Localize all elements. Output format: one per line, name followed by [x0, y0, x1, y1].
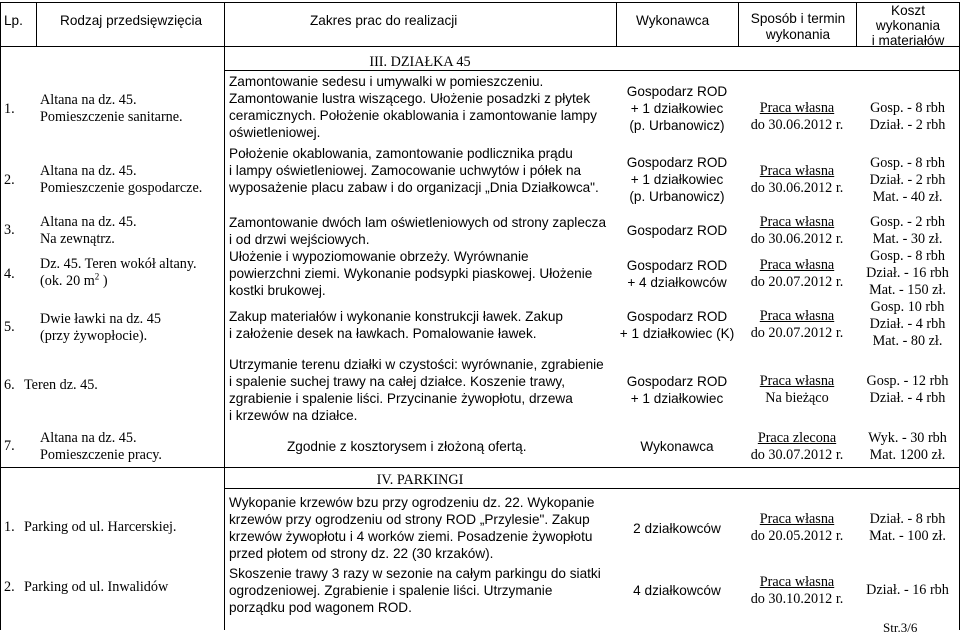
row-rodzaj-line: Pomieszczenie pracy.	[40, 447, 162, 463]
row-rodzaj-line: Pomieszczenie gospodarcze.	[40, 180, 203, 196]
row-koszt-line: Dział. - 8 rbh	[869, 511, 946, 527]
table-top-border	[0, 2, 960, 3]
row-rodzaj-line	[40, 273, 108, 290]
col-border-5	[856, 2, 857, 46]
row-koszt-line: Mat. - 40 zł.	[872, 189, 943, 205]
row-termin: Na bieżąco	[765, 390, 829, 406]
row-wykonawca-line: Gospodarz ROD	[626, 223, 728, 238]
row-lp: 7.	[4, 438, 15, 454]
row-zakres-line: zgrabienie i spalenie liści. Przycinanie żywopłotu, drzewa	[229, 391, 573, 406]
header-sposob-1: Sposób i termin	[750, 11, 846, 26]
row-wykonawca-line: Gospodarz ROD	[626, 84, 728, 99]
row-termin: do 30.06.2012 r.	[750, 231, 844, 247]
row-koszt-line: Mat. - 150 zł.	[869, 282, 946, 298]
row-rodzaj-line: Altana na dz. 45.	[40, 430, 137, 446]
row-termin: do 20.05.2012 r.	[750, 528, 844, 544]
row-zakres-line: ogrodzeniowej. Zgrabienie i spalenie liści. Utrzymanie	[229, 583, 553, 598]
row-zakres-line: Położenie okablowania, zamontowanie podlicznika prądu	[229, 146, 573, 161]
row-zakres-line: kostki brukowej.	[229, 283, 326, 298]
row-wykonawca-line: Gospodarz ROD	[626, 309, 728, 324]
row-sposob: Praca własna	[759, 214, 835, 230]
row-zakres-line: Zamontowanie dwóch lam oświetleniowych od strony zaplecza	[229, 215, 607, 230]
row-lp: 6.	[4, 377, 15, 393]
row-zakres-line: porządku pod wagonem ROD.	[229, 600, 412, 615]
row-zakres-line: i krzewów na działce.	[229, 408, 358, 423]
row-zakres-line: i spalenie suchej trawy na całej działce. Koszenie trawy,	[229, 374, 565, 389]
row-wykonawca-line: + 4 działkowców	[627, 275, 727, 290]
col-border-1	[36, 2, 37, 46]
row-wykonawca-line: + 1 działkowiec	[630, 391, 724, 406]
row-rodzaj-line: Dwie ławki na dz. 45	[40, 311, 161, 327]
row-termin: do 30.07.2012 r.	[750, 447, 844, 463]
header-lp: Lp.	[4, 13, 23, 28]
row-wykonawca-line: 2 działkowców	[633, 521, 721, 536]
row-termin: do 30.10.2012 r.	[750, 591, 844, 607]
row-rodzaj-part: (ok. 20 m	[40, 273, 95, 289]
row-wykonawca-line: (p. Urbanowicz)	[629, 118, 725, 133]
header-zakres: Zakres prac do realizacji	[310, 13, 458, 28]
row-koszt-line: Gosp. - 12 rbh	[866, 373, 949, 389]
row-koszt-line: Mat. - 30 zł.	[872, 231, 943, 247]
row-koszt-line: Dział. - 16 rbh	[866, 582, 949, 598]
row-zakres-line: Zamontowanie sedesu i umywalki w pomieszczeniu.	[229, 74, 544, 89]
row-zakres-line: krzewów przy ogrodzeniu od strony ROD „Przylesie". Zakup	[229, 512, 590, 527]
row-lp: 2.	[4, 172, 15, 188]
row-zakres-line: przed płotem od strony dz. 22 (30 krzaków).	[229, 546, 494, 561]
header-wykonawca: Wykonawca	[636, 13, 710, 28]
row-sposob: Praca własna	[759, 257, 835, 273]
row-rodzaj-line: Dz. 45. Teren wokół altany.	[40, 256, 197, 272]
row-wykonawca-line: (p. Urbanowicz)	[629, 189, 725, 204]
col-border-4	[738, 2, 739, 46]
header-koszt-2: wykonania	[875, 18, 941, 33]
col-border-3	[616, 2, 617, 46]
row-termin: do 20.07.2012 r.	[750, 325, 844, 341]
row-zakres-line: Skoszenie trawy 3 razy w sezonie na całym parkingu do siatki	[229, 566, 601, 581]
row-koszt-line: Mat. - 80 zł.	[872, 333, 943, 349]
row-zakres-line: Zamontowanie lustra wiszącego. Ułożenie posadzki z płytek	[229, 91, 591, 106]
row-koszt-line: Gosp. - 2 rbh	[870, 214, 945, 230]
row-rodzaj-line: Altana na dz. 45.	[40, 214, 137, 230]
section3-bottom-border	[0, 467, 960, 468]
row-koszt-line: Dział. - 2 rbh	[869, 117, 946, 133]
row-rodzaj-line: Parking od ul. Inwalidów	[24, 579, 169, 595]
col-border-2	[224, 2, 225, 630]
row-sposob: Praca własna	[759, 100, 835, 116]
row-koszt-line: Gosp. - 8 rbh	[870, 155, 945, 171]
row-zakres-line: wyposażenie placu zabaw i do organizacji „Dnia Działkowca".	[229, 180, 599, 195]
row-sposob: Praca zlecona	[757, 430, 837, 446]
row-lp: 3.	[4, 222, 15, 238]
row-lp: 4.	[4, 266, 15, 282]
row-lp: 1.	[4, 519, 15, 535]
row-zakres-line: i od drzwi wejściowych.	[229, 232, 370, 247]
row-sposob: Praca własna	[759, 373, 835, 389]
row-wykonawca-line: + 1 działkowiec	[630, 172, 724, 187]
row-koszt-line: Wyk. - 30 rbh	[868, 430, 947, 446]
row-zakres-line: krzewów żywopłotu i 4 worków ziemi. Posadzenie żywopłotu	[229, 529, 593, 544]
row-koszt-line: Gosp. - 8 rbh	[870, 100, 945, 116]
row-lp: 1.	[4, 101, 15, 117]
row-rodzaj-line: Altana na dz. 45.	[40, 92, 137, 108]
row-sposob: Praca własna	[759, 308, 835, 324]
row-koszt-line: Dział. - 4 rbh	[869, 316, 946, 332]
row-rodzaj-line: Na zewnątrz.	[40, 231, 115, 247]
row-zakres-line: Zgodnie z kosztorysem i złożoną ofertą.	[287, 439, 527, 454]
row-termin: do 20.07.2012 r.	[750, 274, 844, 290]
row-zakres-line: i założenie desek na ławkach. Pomalowanie ławek.	[229, 326, 537, 341]
row-rodzaj-superscript: 2	[94, 271, 100, 282]
row-zakres-line: Utrzymanie terenu działki w czystości: wyrównanie, zgrabienie	[229, 357, 604, 372]
header-bottom-border	[0, 46, 960, 47]
row-zakres-line: i lampy oświetleniowej. Zamocowanie uchwytów i półek na	[229, 163, 582, 178]
row-sposob: Praca własna	[759, 511, 835, 527]
row-wykonawca-line: 4 działkowców	[633, 583, 721, 598]
col-border-0	[0, 2, 1, 630]
row-koszt-line: Dział. - 16 rbh	[866, 265, 949, 281]
row-wykonawca-line: + 1 działkowiec	[630, 101, 724, 116]
header-koszt-1: Koszt	[891, 3, 925, 18]
row-zakres-line: Zakup materiałów i wykonanie konstrukcji ławek. Zakup	[229, 309, 563, 324]
row-wykonawca-line: Gospodarz ROD	[626, 155, 728, 170]
row-koszt-line: Gosp. 10 rbh	[870, 299, 945, 315]
row-rodzaj-line: Parking od ul. Harcerskiej.	[24, 519, 177, 535]
row-koszt-line: Mat. - 100 zł.	[869, 528, 946, 544]
row-zakres-line: powierzchni ziemi. Wykonanie podsypki piaskowej. Ułożenie	[229, 266, 593, 281]
row-wykonawca-line: + 1 działkowiec (K)	[619, 326, 735, 341]
row-koszt-line: Dział. - 4 rbh	[869, 390, 946, 406]
row-wykonawca-line: Wykonawca	[640, 439, 714, 454]
row-lp: 2.	[4, 579, 15, 595]
row-zakres-line: Ułożenie i wypoziomowanie obrzeży. Wyrównanie	[229, 249, 529, 264]
row-koszt-line: Gosp. - 8 rbh	[870, 248, 945, 264]
row-zakres-line: Wykopanie krzewów bzu przy ogrodzeniu dz. 22. Wykopanie	[229, 495, 595, 510]
section4-title: IV. PARKINGI	[376, 472, 464, 488]
header-sposob-2: wykonania	[765, 27, 831, 42]
page-number: Str.3/6	[883, 620, 918, 635]
row-termin: do 30.06.2012 r.	[750, 117, 844, 133]
row-wykonawca-line: Gospodarz ROD	[626, 258, 728, 273]
row-rodzaj-line: Pomieszczenie sanitarne.	[40, 109, 183, 125]
row-rodzaj-line: Altana na dz. 45.	[40, 163, 137, 179]
row-zakres-line: ceramicznych. Położenie okablowania i zamontowanie lampy	[229, 108, 597, 123]
row-rodzaj-part: )	[99, 273, 108, 289]
row-termin: do 30.06.2012 r.	[750, 180, 844, 196]
row-koszt-line: Dział. - 2 rbh	[869, 172, 946, 188]
header-rodzaj: Rodzaj przedsięwzięcia	[60, 13, 203, 28]
row-rodzaj-line: (przy żywopłocie).	[40, 328, 148, 344]
row-sposob: Praca własna	[759, 574, 835, 590]
row-lp: 5.	[4, 319, 15, 335]
header-koszt-3: i materiałów	[871, 33, 945, 48]
row-zakres-line: oświetleniowej.	[229, 125, 321, 140]
row-sposob: Praca własna	[759, 163, 835, 179]
row-wykonawca-line: Gospodarz ROD	[626, 374, 728, 389]
row-koszt-line: Mat. 1200 zł.	[869, 447, 946, 463]
section3-title: III. DZIAŁKA 45	[369, 54, 471, 70]
row-rodzaj-line: Teren dz. 45.	[24, 377, 98, 393]
